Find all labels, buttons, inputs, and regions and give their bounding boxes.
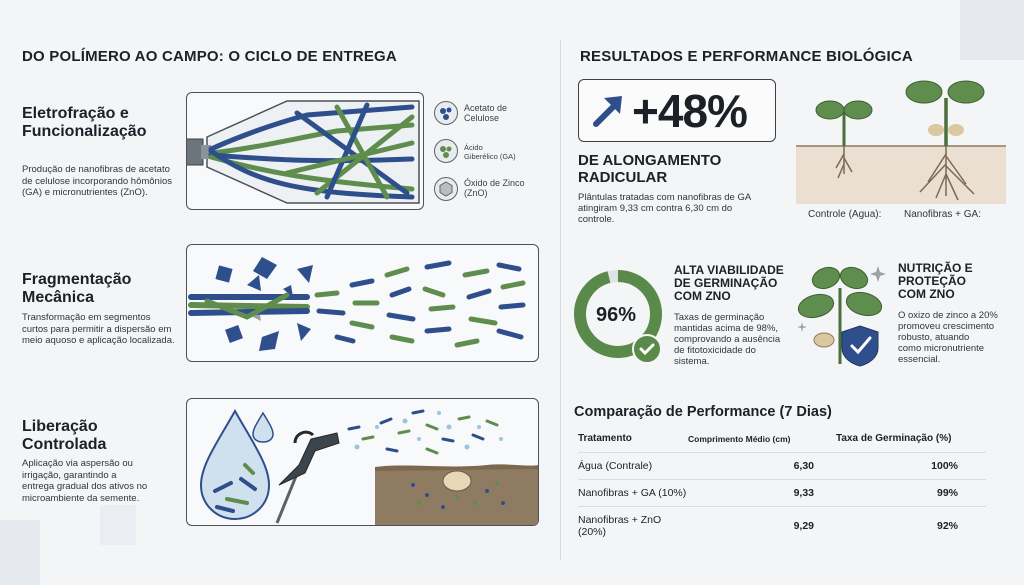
right-section-title: RESULTADOS E PERFORMANCE BIOLÓGICA bbox=[580, 48, 913, 65]
step-3-title: Liberação Controlada bbox=[22, 418, 107, 453]
highlight-heading: DE ALONGAMENTO RADICULAR bbox=[578, 152, 722, 186]
plant-comparison-illustration bbox=[796, 74, 1006, 204]
left-section-title: DO POLÍMERO AO CAMPO: O CICLO DE ENTREGA bbox=[22, 48, 397, 65]
corner-decoration-bottom-left-2 bbox=[100, 505, 136, 545]
table-cell-germination: 92% bbox=[836, 507, 986, 546]
nutrition-heading: NUTRIÇÃO E PROTEÇÃO COM ZNO bbox=[898, 261, 973, 301]
step-2-description: Transformação em segmentos curtos para permitir a dispersão em meio aquoso e aplicação localizada. bbox=[22, 312, 175, 346]
fragmentation-illustration bbox=[186, 244, 539, 362]
electrospinning-illustration bbox=[186, 92, 424, 210]
germination-percent: 96% bbox=[596, 304, 637, 326]
table-row bbox=[578, 480, 986, 507]
gibberellic-acid-icon bbox=[434, 139, 458, 163]
germination-heading: ALTA VIABILIDADE DE GERMINAÇÃO COM ZNO bbox=[674, 263, 784, 303]
table-cell-germination: 100% bbox=[836, 453, 986, 480]
performance-table bbox=[578, 433, 986, 545]
table-cell-treatment: Nanofibras + ZnO (20%) bbox=[578, 507, 688, 546]
table-header-row bbox=[578, 433, 986, 453]
step-3-description: Aplicação via aspersão ou irrigação, garantindo a entrega gradual dos ativos no microambiente da semente. bbox=[22, 458, 148, 504]
controlled-release-illustration bbox=[186, 398, 539, 526]
check-badge-icon bbox=[632, 334, 662, 364]
table-cell-length: 9,29 bbox=[688, 507, 836, 546]
table-cell-germination: 99% bbox=[836, 480, 986, 507]
header-germination: Taxa de Germinação (%) bbox=[836, 433, 952, 444]
nutrition-text: O oxizo de zinco a 20% promoveu crescimento robusto, atuando como micronutriente essencial. bbox=[898, 310, 998, 365]
cellulose-acetate-icon bbox=[434, 101, 458, 125]
table-cell-length: 9,33 bbox=[688, 480, 836, 507]
corner-decoration-top-right bbox=[960, 0, 1024, 60]
header-length: Comprimento Médio (cm) bbox=[688, 433, 791, 444]
step-1-description: Produção de nanofibras de acetato de celulose incorporando hômônios (GA) e micronutrientes (ZnO). bbox=[22, 164, 172, 198]
legend-zinc-oxide: Óxido de Zinco (ZnO) bbox=[464, 178, 525, 198]
step-2-title: Fragmentação Mecânica bbox=[22, 271, 132, 306]
table-cell-treatment: Água (Contrale) bbox=[578, 453, 688, 480]
table-title: Comparação de Performance (7 Dias) bbox=[574, 404, 832, 420]
trend-up-arrow-icon bbox=[590, 92, 626, 133]
section-divider bbox=[560, 40, 561, 560]
zinc-oxide-icon bbox=[434, 177, 458, 201]
legend-gibberellic-acid: Ácido Giberélico (GA) bbox=[464, 143, 516, 161]
table-cell-treatment: Nanofibras + GA (10%) bbox=[578, 480, 688, 507]
highlight-value: +48% bbox=[632, 85, 747, 137]
plant-label-ga: Nanofibras + GA: bbox=[904, 209, 981, 220]
table-row bbox=[578, 507, 986, 546]
plant-label-control: Controle (Agua): bbox=[808, 209, 882, 220]
header-treatment: Tratamento bbox=[578, 433, 632, 444]
table-row bbox=[578, 453, 986, 480]
germination-text: Taxas de germinação mantidas acima de 98%, comprovando a ausência de fitotoxicidade do sistema. bbox=[674, 312, 781, 367]
plant-shield-illustration bbox=[794, 258, 894, 368]
corner-decoration-bottom-left bbox=[0, 520, 40, 585]
highlight-text: Plântulas tratadas com nanofibras de GA atingiram 9,33 cm contra 6,30 cm do controle. bbox=[578, 192, 752, 225]
step-1-title: Eletrofração e Funcionalização bbox=[22, 105, 147, 140]
legend-cellulose-acetate: Acetato de Celulose bbox=[464, 103, 508, 123]
table-cell-length: 6,30 bbox=[688, 453, 836, 480]
